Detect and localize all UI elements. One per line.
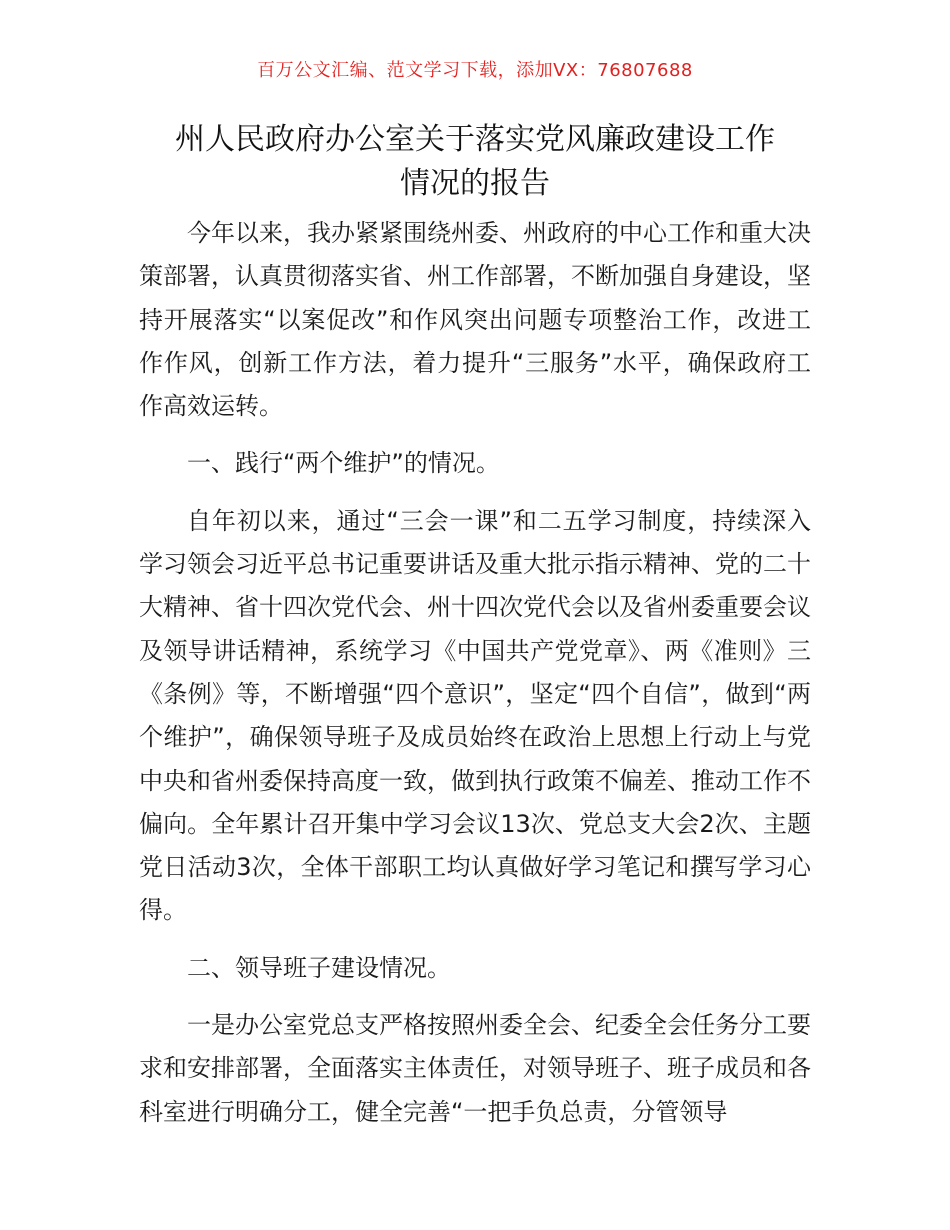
title-line-1: 州人民政府办公室关于落实党风廉政建设工作 xyxy=(175,122,775,157)
header-watermark-note: 百万公文汇编、范文学习下载，添加VX：76807688 xyxy=(257,60,693,81)
section-heading-2: 二、领导班子建设情况。 xyxy=(187,953,451,982)
title-line-2: 情况的报告 xyxy=(400,166,550,201)
section-1-paragraph: 自年初以来，通过“三会一课”和二五学习制度，持续深入学习领会习近平总书记重要讲话及重大批示指示精神、党的二十大精神、省十四次党代会、州十四次党代会以及省州委重要会议及领导讲话精神，系统学习《中国共产党党章》、两《准则》三《条例》等，不断增强“四个意识”，坚定“四个自信”，做到“两个维护”，确保领导班子及成员始终在政治上思想上行动上与党中央和省州委保持高度一致，做到执行政策不偏差、推动工作不偏向。全年累计召开集中学习会议13次、党总支大会2次、主题党日活动3次，全体干部职工均认真做好学习笔记和撰写学习心得。 xyxy=(139,506,811,925)
document-title xyxy=(120,118,830,206)
section-heading-1: 一、践行“两个维护”的情况。 xyxy=(187,449,500,478)
document-body xyxy=(139,212,811,1134)
section-2-paragraph: 一是办公室党总支严格按照州委全会、纪委全会任务分工要求和安排部署，全面落实主体责任，对领导班子、班子成员和各科室进行明确分工，健全完善“一把手负总责，分管领导 xyxy=(139,1011,811,1126)
intro-paragraph: 今年以来，我办紧紧围绕州委、州政府的中心工作和重大决策部署，认真贯彻落实省、州工作部署，不断加强自身建设，坚持开展落实“以案促改”和作风突出问题专项整治工作，改进工作作风，创新工作方法，着力提升“三服务”水平，确保政府工作高效运转。 xyxy=(139,219,811,421)
